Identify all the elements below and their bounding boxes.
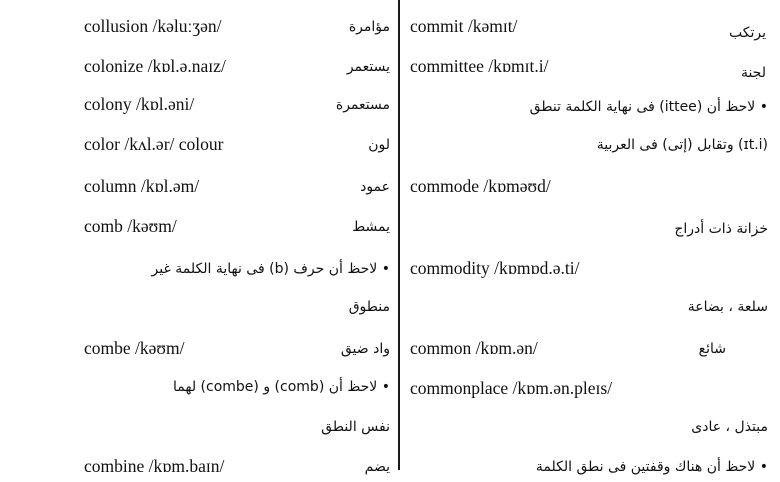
entry-translation: مستعمرة xyxy=(335,97,390,113)
entry-headword: collusion /kəluːʒən/ xyxy=(84,16,222,36)
entry-translation: واد ضيق xyxy=(340,341,390,357)
right-column xyxy=(400,0,780,475)
note-commode xyxy=(400,214,780,244)
note-combe-cont xyxy=(0,412,398,442)
usage-note: نفس النطق xyxy=(321,419,390,435)
entry-headword: color /kʌl.ər/ colour xyxy=(84,134,224,154)
entry-translation: سلعة ، بضاعة xyxy=(687,299,768,315)
note-commonplace-stress xyxy=(400,452,780,482)
entry-headword: comb /kəʊm/ xyxy=(84,216,177,236)
entry-combine xyxy=(0,452,398,482)
entry-colonize xyxy=(0,52,398,82)
entry-translation: يمشط xyxy=(352,219,390,235)
note-combe xyxy=(0,372,398,402)
entry-collusion xyxy=(0,12,398,42)
entry-colony xyxy=(0,90,398,120)
entry-commode xyxy=(400,172,780,202)
entry-color xyxy=(0,130,398,160)
entry-combe xyxy=(0,334,398,364)
entry-commit xyxy=(400,12,780,42)
entry-translation: لجنة xyxy=(740,65,766,81)
entry-headword: colony /kɒl.əni/ xyxy=(84,94,195,114)
entry-comb xyxy=(0,212,398,242)
usage-note: • لاحظ أن هناك وقفتين فى نطق الكلمة xyxy=(536,456,768,478)
usage-note: • لاحظ أن حرف (b) فى نهاية الكلمة غير xyxy=(152,258,390,280)
entry-common xyxy=(400,334,780,364)
entry-headword: column /kɒl.əm/ xyxy=(84,176,200,196)
note-comb-cont xyxy=(0,292,398,322)
entry-headword: commonplace /kɒm.ən.pleɪs/ xyxy=(410,378,613,398)
entry-headword: colonize /kɒl.ə.naɪz/ xyxy=(84,56,226,76)
entry-translation: يضم xyxy=(364,459,390,475)
entry-headword: commodity /kɒmɒd.ə.ti/ xyxy=(410,258,580,278)
usage-note: (ɪt.i) وتقابل (إتى) فى العربية xyxy=(596,137,768,153)
entry-commodity xyxy=(400,254,780,284)
entry-column xyxy=(0,172,398,202)
entry-headword: commit /kəmɪt/ xyxy=(410,16,518,36)
entry-translation: خزانة ذات أدراج xyxy=(674,221,768,237)
entry-headword: common /kɒm.ən/ xyxy=(410,338,538,358)
entry-headword: combine /kɒm.baɪn/ xyxy=(84,456,225,476)
usage-note: • لاحظ أن (ittee) فى نهاية الكلمة تنطق xyxy=(530,96,768,118)
entry-headword: commode /kɒməʊd/ xyxy=(410,176,551,196)
entry-translation: شائع xyxy=(698,341,726,357)
entry-translation: يستعمر xyxy=(346,59,390,75)
note-committee xyxy=(400,92,780,122)
note-commodity xyxy=(400,292,780,322)
usage-note: • لاحظ أن (comb) و (combe) لهما xyxy=(173,376,390,398)
note-committee-cont xyxy=(400,130,780,160)
entry-translation: مبتذل ، عادى xyxy=(691,419,768,435)
entry-committee xyxy=(400,52,780,82)
note-comb xyxy=(0,254,398,284)
entry-headword: combe /kəʊm/ xyxy=(84,338,185,358)
entry-headword: committee /kɒmɪt.i/ xyxy=(410,56,549,76)
entry-translation: يرتكب xyxy=(729,25,766,41)
entry-translation: عمود xyxy=(360,179,390,195)
note-commonplace xyxy=(400,412,780,442)
entry-translation: مؤامرة xyxy=(348,19,390,35)
usage-note: منطوق xyxy=(348,299,390,315)
entry-commonplace xyxy=(400,374,780,404)
entry-translation: لون xyxy=(368,137,390,153)
